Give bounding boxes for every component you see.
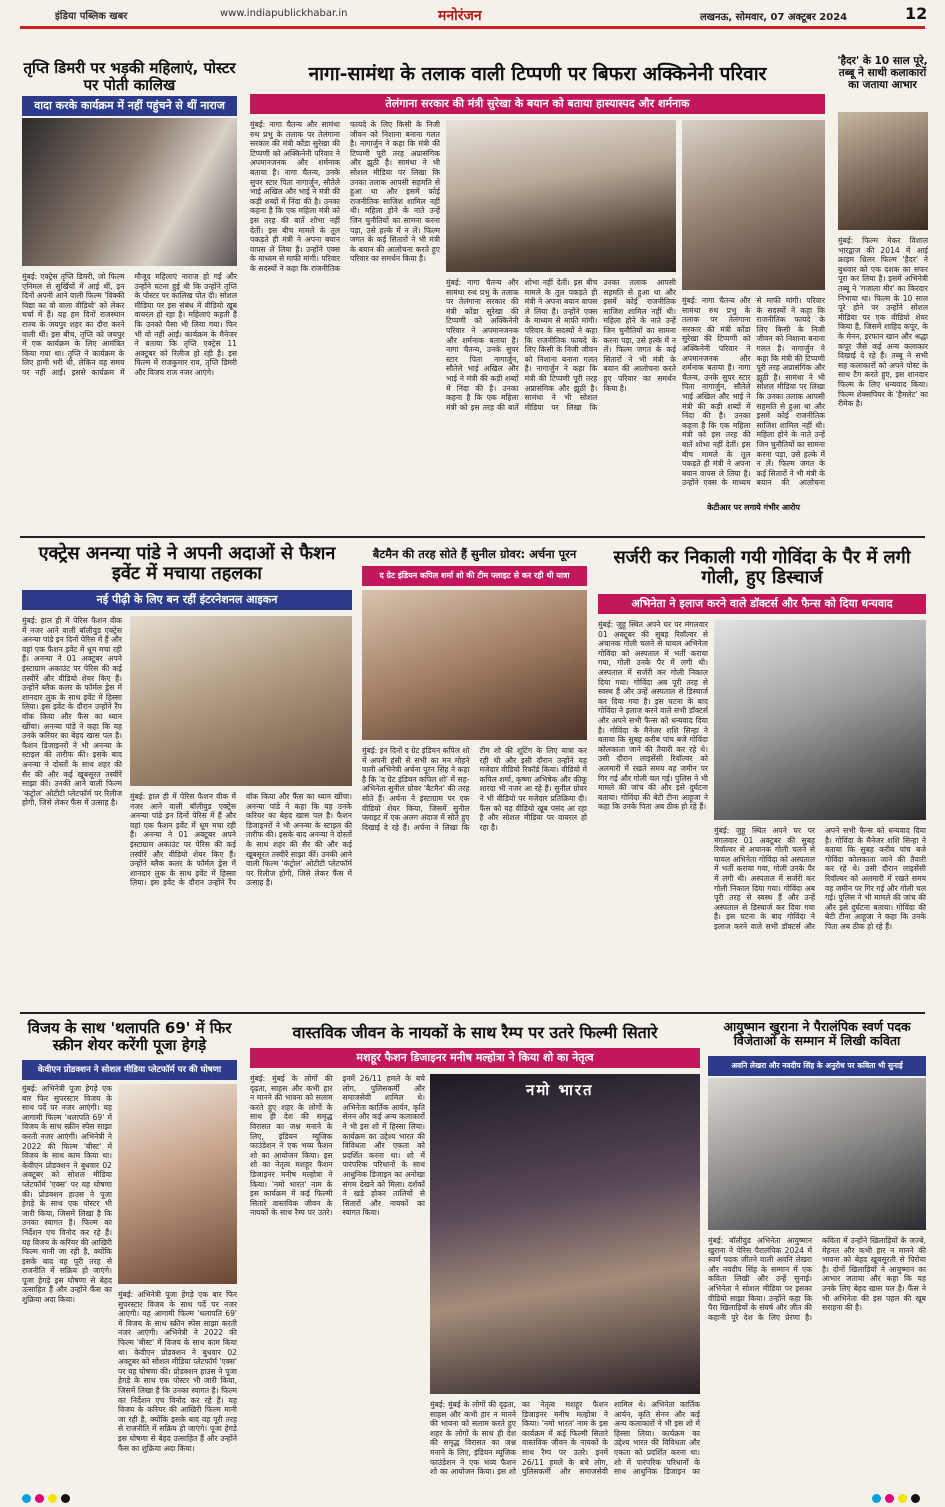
govinda-body-1: मुंबई: जुहू स्थित अपने घर पर मंगलवार 01 अक्टूबर की सुबह रिवॉल्वर से अचानक गोली चलने से घायल अभिनेता गोविंदा को अस्पताल में भर्ती कराया गया, गोली उनके पैर में लगी थी। अस्पताल में सर्जरी कर गोली निकाल दिया गया। गोविंदा अब पूरी तरह से स्वस्थ हैं और उन्हें अस्पताल से डिस्चार्ज कर दिया गया है। इस घटना के बाद गोविंदा ने इलाज करने वाले सभी डॉक्टर्स और अपने सभी फैन्स को धन्यवाद दिया है। गोविंदा के मैनेजर शशि सिन्हा ने बताया कि सुबह करीब पांच बजे गोविंदा कोलकाता जाने की तैयारी कर रहे थे। उसी दौरान लाइसेंसी रिवॉल्वर को अलमारी में रखते समय वह जमीन पर गिर गई और गोली चल गई। पुलिस ने भी मामले की जांच की और इसे दुर्घटना बताया। गोविंदा की बेटी टीना आहूजा ने कहा कि उनके पिता अब ठीक हो रहे हैं। bbox=[598, 620, 708, 812]
naga-body-2: मुंबई: नागा चैतन्य और सामंथा रुथ प्रभु के तलाक पर तेलंगाना सरकार की मंत्री कोंडा सुरेखा की टिप्पणी को अक्किनेनी परिवार ने अपमानजनक और शर्मनाक बताया है। नागा चैतन्य, उनके सुपर स्टार पिता नागार्जुन, सौतेले भाई अखिल और भाई ने मंत्री की कड़ी शब्दों में निंदा की है। उनका कहना है कि एक महिला मंत्री को इस तरह की बातें शोभा नहीं देतीं। इस बीच मामले के तूल पकड़ते ही मंत्री ने अपना बयान वापस ले लिया है। उन्होंने एक्स के माध्यम से माफी मांगी। परिवार के सदस्यों ने कहा कि राजनीतिक फायदे के लिए किसी के निजी जीवन को निशाना बनाना गलत है। नागार्जुन ने कहा कि मंत्री की टिप्पणी पूरी तरह अप्रासंगिक और झूठी है। सामंथा ने भी सोशल मीडिया पर लिखा कि उनका तलाक आपसी सहमति से हुआ था और इसमें कोई राजनीतिक साजिश शामिल नहीं थी। महिला होने के नाते उन्हें जिन चुनौतियों का सामना करना पड़ा, उसे हल्के में न लें। फिल्म जगत के कई सितारों ने भी मंत्री के बयान की आलोचना करते हुए परिवार का समर्थन किया है। bbox=[446, 278, 676, 412]
pooja-body-1: मुंबई: अभिनेत्री पूजा हेगड़े एक बार फिर सुपरस्टार विजय के साथ पर्दे पर नजर आएंगी। यह आगामी फिल्म 'थलापति 69' में विजय के साथ स्क्रीन स्पेस साझा करती नजर आएंगी। अभिनेत्री ने 2022 की फिल्म 'बीस्ट' में विजय के साथ काम किया था। केवीएन प्रोडक्शन ने बुधवार 02 अक्टूबर को सोशल मीडिया प्लेटफॉर्म 'एक्स' पर यह घोषणा की। प्रोडक्शन हाउस ने पूजा हेगड़े के साथ एक पोस्टर भी जारी किया, जिसमें लिखा है कि उनका स्वागत है। फिल्म का निर्देशन एच विनोद कर रहे हैं। यह विजय के करियर की आखिरी फिल्म मानी जा रही है, क्योंकि इसके बाद वह पूरी तरह से राजनीति में सक्रिय हो जाएंगे। पूजा हेगड़े इस घोषणा से बेहद उत्साहित हैं और उन्होंने फैंस का शुक्रिया अदा किया। bbox=[22, 1084, 112, 1305]
archana-subhead: द ग्रेट इंडियन कपिल शर्मा शो की टीम फ्लाइट से कर रही थी यात्रा bbox=[362, 566, 587, 586]
naga-subhead: तेलंगाना सरकार की मंत्री सुरेखा के बयान को बताया हास्यास्पद और शर्मनाक bbox=[250, 94, 825, 114]
fashion-photo bbox=[430, 1074, 700, 1394]
naga-body-3: मुंबई: नागा चैतन्य और सामंथा रुथ प्रभु के तलाक पर तेलंगाना सरकार की मंत्री कोंडा सुरेखा की टिप्पणी को अक्किनेनी परिवार ने अपमानजनक और शर्मनाक बताया है। नागा चैतन्य, उनके सुपर स्टार पिता नागार्जुन, सौतेले भाई अखिल और भाई ने मंत्री की कड़ी शब्दों में निंदा की है। उनका कहना है कि एक महिला मंत्री को इस तरह की बातें शोभा नहीं देतीं। इस बीच मामले के तूल पकड़ते ही मंत्री ने अपना बयान वापस ले लिया है। उन्होंने एक्स के माध्यम से माफी मांगी। परिवार के सदस्यों ने कहा कि राजनीतिक फायदे के लिए किसी के निजी जीवन को निशाना बनाना गलत है। नागार्जुन ने कहा कि मंत्री की टिप्पणी पूरी तरह अप्रासंगिक और झूठी है। सामंथा ने भी सोशल मीडिया पर लिखा कि उनका तलाक आपसी सहमति से हुआ था और इसमें कोई राजनीतिक साजिश शामिल नहीं थी। महिला होने के नाते उन्हें जिन चुनौतियों का सामना करना पड़ा, उसे हल्के में न लें। फिल्म जगत के कई सितारों ने भी मंत्री के बयान की आलोचना bbox=[682, 296, 825, 488]
archana-body: मुंबई: इन दिनों द ग्रेट इंडियन कपिल शो में अपनी हंसी से सभी का मन मोहने वाली अभिनेत्री अर्चना पूरन सिंह ने कहा है कि 'द ग्रेट इंडियन कपिल शो' में सह-अभिनेता सुनील ग्रोवर 'बैटमैन' की तरह सोते हैं। अर्चना ने इंस्टाग्राम पर एक वीडियो शेयर किया, जिसमें सुनील फ्लाइट में एक अलग अंदाज में सोते हुए दिखाई दे रहे हैं। अर्चना ने लिखा कि टीम शो की शूटिंग के लिए यात्रा कर रही थी और इसी दौरान उन्होंने यह मजेदार वीडियो रिकॉर्ड किया। वीडियो में कपिल शर्मा, कृष्णा अभिषेक और कीकू शारदा भी नजर आ रहे हैं। सुनील ग्रोवर ने भी वीडियो पर मजेदार प्रतिक्रिया दी। फैंस को यह वीडियो खूब पसंद आ रहा है और सोशल मीडिया पर वायरल हो रहा है। bbox=[362, 746, 587, 832]
pooja-photo bbox=[118, 1084, 237, 1284]
ananya-body-1: मुंबई: हाल ही में पेरिस फैशन वीक में नजर आने वाली बॉलीवुड एक्ट्रेस अनन्या पांडे इन दिनों पेरिस में हैं और वहां एक फैशन इवेंट में धूम मचा रही हैं। अनन्या ने 01 अक्टूबर अपने इंस्टाग्राम अकाउंट पर पेरिस की कई तस्वीरें और वीडियो शेयर किए हैं। उन्होंने ब्लैक कलर के फॉर्मल ड्रेस में शानदार लुक के साथ इवेंट में हिस्सा लिया। इस इवेंट के दौरान उन्होंने रैंप वॉक किया और फैंस का ध्यान खींचा। अनन्या पांडे ने कहा कि यह उनके करियर का बेहद खास पल है। फैशन डिजाइनरों ने भी अनन्या के स्टाइल की तारीफ की। इसके बाद अनन्या ने दोस्तों के साथ शहर की सैर की और कई खूबसूरत तस्वीरें साझा कीं। उनकी आने वाली फिल्म 'कंट्रोल' ओटीटी प्लेटफॉर्म पर रिलीज होगी, जिसे लेकर फैंस में उत्साह है। bbox=[22, 616, 122, 808]
masthead-rule bbox=[20, 26, 925, 29]
tabu-photo bbox=[838, 112, 928, 230]
namo-bharat-banner: नमो भारत bbox=[526, 1081, 594, 1099]
govinda-headline: सर्जरी कर निकाली गयी गोविंदा के पैर में लगी गोली, हुए डिस्चार्ज bbox=[613, 547, 911, 589]
pooja-subhead: केवीएन प्रोडक्शन ने सोशल मीडिया प्लेटफॉर्म पर की घोषणा bbox=[22, 1060, 237, 1080]
govinda-body-2: मुंबई: जुहू स्थित अपने घर पर मंगलवार 01 अक्टूबर की सुबह रिवॉल्वर से अचानक गोली चलने से घायल अभिनेता गोविंदा को अस्पताल में भर्ती कराया गया, गोली उनके पैर में लगी थी। अस्पताल में सर्जरी कर गोली निकाल दिया गया। गोविंदा अब पूरी तरह से स्वस्थ हैं और उन्हें अस्पताल से डिस्चार्ज कर दिया गया है। इस घटना के बाद गोविंदा ने इलाज करने वाले सभी डॉक्टर्स और अपने सभी फैन्स को धन्यवाद दिया है। गोविंदा के मैनेजर शशि सिन्हा ने बताया कि सुबह करीब पांच बजे गोविंदा कोलकाता जाने की तैयारी कर रहे थे। उसी दौरान लाइसेंसी रिवॉल्वर को अलमारी में रखते समय वह जमीन पर गिर गई और गोली चल गई। पुलिस ने भी मामले की जांच की और इसे दुर्घटना बताया। गोविंदा की बेटी टीना आहूजा ने कहा कि उनके पिता अब ठीक हो रहे हैं। bbox=[714, 826, 926, 931]
naga-family-photo bbox=[446, 120, 676, 272]
page-number: 12 bbox=[905, 4, 928, 23]
ayushmann-headline: आयुष्मान खुराना ने पैरालंपिक स्वर्ण पदक विजेताओं के सम्मान में लिखी कविता bbox=[723, 1019, 911, 1048]
ananya-headline: एक्ट्रेस अनन्या पांडे ने अपनी अदाओं से फैशन इवेंट में मचाया तहलका bbox=[38, 543, 336, 585]
pooja-body-2: मुंबई: अभिनेत्री पूजा हेगड़े एक बार फिर सुपरस्टार विजय के साथ पर्दे पर नजर आएंगी। यह आगामी फिल्म 'थलापति 69' में विजय के साथ स्क्रीन स्पेस साझा करती नजर आएंगी। अभिनेत्री ने 2022 की फिल्म 'बीस्ट' में विजय के साथ काम किया था। केवीएन प्रोडक्शन ने बुधवार 02 अक्टूबर को सोशल मीडिया प्लेटफॉर्म 'एक्स' पर यह घोषणा की। प्रोडक्शन हाउस ने पूजा हेगड़े के साथ एक पोस्टर भी जारी किया, जिसमें लिखा है कि उनका स्वागत है। फिल्म का निर्देशन एच विनोद कर रहे हैं। यह विजय के करियर की आखिरी फिल्म मानी जा रही है, क्योंकि इसके बाद वह पूरी तरह से राजनीति में सक्रिय हो जाएंगे। पूजा हेगड़े इस घोषणा से बेहद उत्साहित हैं और उन्होंने फैंस का शुक्रिया अदा किया। bbox=[118, 1290, 237, 1453]
section-label: मनोरंजन bbox=[438, 8, 482, 24]
govinda-subhead: अभिनेता ने इलाज करने वाले डॉक्टर्स और फैन्स को दिया धन्यवाद bbox=[598, 594, 926, 614]
fashion-headline: वास्तविक जीवन के नायकों के साथ रैम्प पर उतरे फिल्मी सितारे bbox=[292, 1023, 658, 1042]
ananya-body-2: मुंबई: हाल ही में पेरिस फैशन वीक में नजर आने वाली बॉलीवुड एक्ट्रेस अनन्या पांडे इन दिनों पेरिस में हैं और वहां एक फैशन इवेंट में धूम मचा रही हैं। अनन्या ने 01 अक्टूबर अपने इंस्टाग्राम अकाउंट पर पेरिस की कई तस्वीरें और वीडियो शेयर किए हैं। उन्होंने ब्लैक कलर के फॉर्मल ड्रेस में शानदार लुक के साथ इवेंट में हिस्सा लिया। इस इवेंट के दौरान उन्होंने रैंप वॉक किया और फैंस का ध्यान खींचा। अनन्या पांडे ने कहा कि यह उनके करियर का बेहद खास पल है। फैशन डिजाइनरों ने भी अनन्या के स्टाइल की तारीफ की। इसके बाद अनन्या ने दोस्तों के साथ शहर की सैर की और कई खूबसूरत तस्वीरें साझा कीं। उनकी आने वाली फिल्म 'कंट्रोल' ओटीटी प्लेटफॉर्म पर रिलीज होगी, जिसे लेकर फैंस में उत्साह है। bbox=[130, 792, 352, 888]
pooja-headline: विजय के साथ 'थलापति 69' में फिर स्क्रीन शेयर करेंगी पूजा हेगड़े bbox=[27, 1019, 232, 1054]
masthead bbox=[0, 0, 945, 48]
divider-2 bbox=[20, 1012, 925, 1014]
ananya-subhead: नई पीढ़ी के लिए बन रहीं इंटरनेशनल आइकन bbox=[22, 590, 352, 610]
fashion-body-1: मुंबई: मुंबई के लोगों की दृढ़ता, साहस और कभी हार न मानने की भावना को सलाम करते हुए शहर के लोगों के साथ ही देश की समृद्ध विरासत का जश्न मनाने के लिए, इंडियन म्यूजिक फाउंडेशन ने एक भव्य फैशन शो का आयोजन किया। इस शो का नेतृत्व मशहूर फैशन डिजाइनर मनीष मल्होत्रा ने किया। 'नमो भारत' नाम के इस कार्यक्रम में कई फिल्मी सितारे वास्तविक जीवन के नायकों के साथ रैम्प पर उतरे। इनमें 26/11 हमले के बचे लोग, पुलिसकर्मी और समाजसेवी शामिल थे। अभिनेता कार्तिक आर्यन, कृति सेनन और कई अन्य कलाकारों ने भी इस शो में हिस्सा लिया। कार्यक्रम का उद्देश्य भारत की विविधता और एकता को प्रदर्शित करना था। शो में पारंपरिक परिधानों के साथ आधुनिक डिजाइन का अनोखा संगम देखने को मिला। दर्शकों ने खड़े होकर तालियों से सितारों और नायकों का स्वागत किया। bbox=[250, 1074, 425, 1218]
naga-body-1: मुंबई: नागा चैतन्य और सामंथा रुथ प्रभु के तलाक पर तेलंगाना सरकार की मंत्री कोंडा सुरेखा की टिप्पणी को अक्किनेनी परिवार ने अपमानजनक और शर्मनाक बताया है। नागा चैतन्य, उनके सुपर स्टार पिता नागार्जुन, सौतेले भाई अखिल और भाई ने मंत्री की कड़ी शब्दों में निंदा की है। उनका कहना है कि एक महिला मंत्री को इस तरह की बातें शोभा नहीं देतीं। इस बीच मामले के तूल पकड़ते ही मंत्री ने अपना बयान वापस ले लिया है। उन्होंने एक्स के माध्यम से माफी मांगी। परिवार के सदस्यों ने कहा कि राजनीतिक फायदे के लिए किसी के निजी जीवन को निशाना बनाना गलत है। नागार्जुन ने कहा कि मंत्री की टिप्पणी पूरी तरह अप्रासंगिक और झूठी है। सामंथा ने भी सोशल मीडिया पर लिखा कि उनका तलाक आपसी सहमति से हुआ था और इसमें कोई राजनीतिक साजिश शामिल नहीं थी। महिला होने के नाते उन्हें जिन चुनौतियों का सामना करना पड़ा, उसे हल्के में न लें। फिल्म जगत के कई सितारों ने भी मंत्री के बयान की आलोचना करते हुए परिवार का समर्थन किया है। bbox=[250, 120, 440, 273]
tripti-photo bbox=[22, 118, 237, 266]
naga-headline: नागा-सामंथा के तलाक वाली टिप्पणी पर बिफरा अक्किनेनी परिवार bbox=[308, 63, 767, 85]
tripti-body: मुंबई: एक्ट्रेस तृप्ति डिमरी, जो फिल्म एनिमल से सुर्खियों में आई थीं, इन दिनों अपनी आने वाली फिल्म 'विक्की विद्या का वो वाला वीडियो' को लेकर चर्चा में हैं। यह हम दिनों राजस्थान राज्य के जयपुर शहर का दौरा करने वाली थीं। इस बीच, तृप्ति को जयपुर में एक कार्यक्रम के लिए आमंत्रित किया गया था। तृप्ति ने कार्यक्रम के लिए हामी भरी थी, लेकिन वह समय पर नहीं आईं। इससे कार्यक्रम में मौजूद महिलाएं नाराज हो गईं और उन्होंने घटना हुई थी कि उन्होंने तृप्ति के पोस्टर पर कालिख पोत दी। सोशल मीडिया पर इस संबंध में वीडियो खूब वायरल हो रहा है। महिलाएं कहती हैं कि उनको पैसा भी लिया गया। फिर भी वो नहीं आईं। कार्यक्रम के मैनेजर ने बताया कि तृप्ति एक्ट्रेस 11 अक्टूबर को रिलीज हो रही है। इस फिल्म में राजकुमार राव, तृप्ति डिमरी और विजय राज नजर आएंगे। bbox=[22, 272, 237, 377]
dateline: लखनऊ, सोमवार, 07 अक्टूबर 2024 bbox=[700, 12, 848, 23]
tripti-subhead: वादा करके कार्यक्रम में नहीं पहुंचने से थीं नाराज bbox=[22, 96, 237, 116]
ananya-photo bbox=[130, 616, 352, 786]
archana-headline: बैटमैन की तरह सोते हैं सुनील ग्रोवर: अर्चना पूरन bbox=[372, 547, 577, 561]
divider-1 bbox=[20, 536, 925, 538]
haider-headline: 'हैदर' के 10 साल पूरे, तब्बू ने साथी कलाकारों का जताया आभार bbox=[837, 55, 928, 91]
tripti-headline: तृप्ति डिमरी पर भड़की महिलाएं, पोस्टर पर पोती कालिख bbox=[23, 59, 236, 94]
cmyk-registration-left bbox=[20, 1488, 72, 1507]
surekha-photo bbox=[682, 120, 825, 290]
fashion-body-2: मुंबई: मुंबई के लोगों की दृढ़ता, साहस और कभी हार न मानने की भावना को सलाम करते हुए शहर के लोगों के साथ ही देश की समृद्ध विरासत का जश्न मनाने के लिए, इंडियन म्यूजिक फाउंडेशन ने एक भव्य फैशन शो का आयोजन किया। इस शो का नेतृत्व मशहूर फैशन डिजाइनर मनीष मल्होत्रा ने किया। 'नमो भारत' नाम के इस कार्यक्रम में कई फिल्मी सितारे वास्तविक जीवन के नायकों के साथ रैम्प पर उतरे। इनमें 26/11 हमले के बचे लोग, पुलिसकर्मी और समाजसेवी शामिल थे। अभिनेता कार्तिक आर्यन, कृति सेनन और कई अन्य कलाकारों ने भी इस शो में हिस्सा लिया। कार्यक्रम का उद्देश्य भारत की विविधता और एकता को प्रदर्शित करना था। शो में पारंपरिक परिधानों के साथ आधुनिक डिजाइन का bbox=[430, 1400, 700, 1477]
fashion-subhead: मशहूर फैशन डिजाइनर मनीष मल्होत्रा ने किया शो का नेतृत्व bbox=[250, 1048, 700, 1068]
haider-body: मुंबई: फिल्म मेकर विशाल भारद्वाज की 2014 में आई क्राइम थ्रिलर फिल्म 'हैदर' ने बुधवार को एक दशक का सफर पूरा कर लिया है। इसमें अभिनेत्री तब्बू ने 'गजाला मीर' का किरदार निभाया था। फिल्म के 10 साल पूरे होने पर उन्होंने सोशल मीडिया पर एक वीडियो शेयर किया है, जिसमें शाहिद कपूर, के के मेनन, इरफान खान और श्रद्धा कपूर जैसे कई अन्य कलाकार दिखाई दे रहे हैं। तब्बू ने सभी सह कलाकारों को अपने पोस्ट के साथ टैग करते हुए, इस शानदार फिल्म के लिए धन्यवाद किया। फिल्म शेक्सपियर के 'हैमलेट' का रीमेक है। bbox=[838, 236, 928, 409]
ayushmann-subhead: अवनि लेखरा और नवदीप सिंह के अनुरोध पर कविता भी सुनाई bbox=[708, 1056, 926, 1076]
cmyk-registration-right bbox=[870, 1488, 922, 1507]
archana-photo bbox=[362, 590, 587, 740]
ayushmann-photo bbox=[708, 1078, 926, 1230]
website: www.indiapublickhabar.in bbox=[220, 8, 348, 19]
paper-name: इंडिया पब्लिक खबर bbox=[55, 11, 128, 22]
ayushmann-body: मुंबई: बॉलीवुड अभिनेता आयुष्मान खुराना ने पेरिस पैरालंपिक 2024 में स्वर्ण पदक जीतने वाली अवनि लेखरा और नवदीप सिंह के सम्मान में एक कविता लिखी और उन्हें सुनाई। अभिनेता ने सोशल मीडिया पर इसका वीडियो साझा किया। उन्होंने कहा कि पैरा खिलाड़ियों के संघर्ष और जीत की कहानी पूरे देश के लिए प्रेरणा है। कविता में उन्होंने खिलाड़ियों के जज्बे, मेहनत और कभी हार न मानने की भावना को बेहद खूबसूरती से पिरोया है। दोनों खिलाड़ियों ने आयुष्मान का आभार जताया और कहा कि यह उनके लिए बेहद खास पल है। फैंस ने भी अभिनेता की इस पहल की खूब सराहना की है। bbox=[708, 1236, 926, 1322]
govinda-photo bbox=[714, 620, 926, 820]
naga-photo-caption: केटीआर पर लगाये गंभीर आरोप bbox=[707, 503, 800, 512]
